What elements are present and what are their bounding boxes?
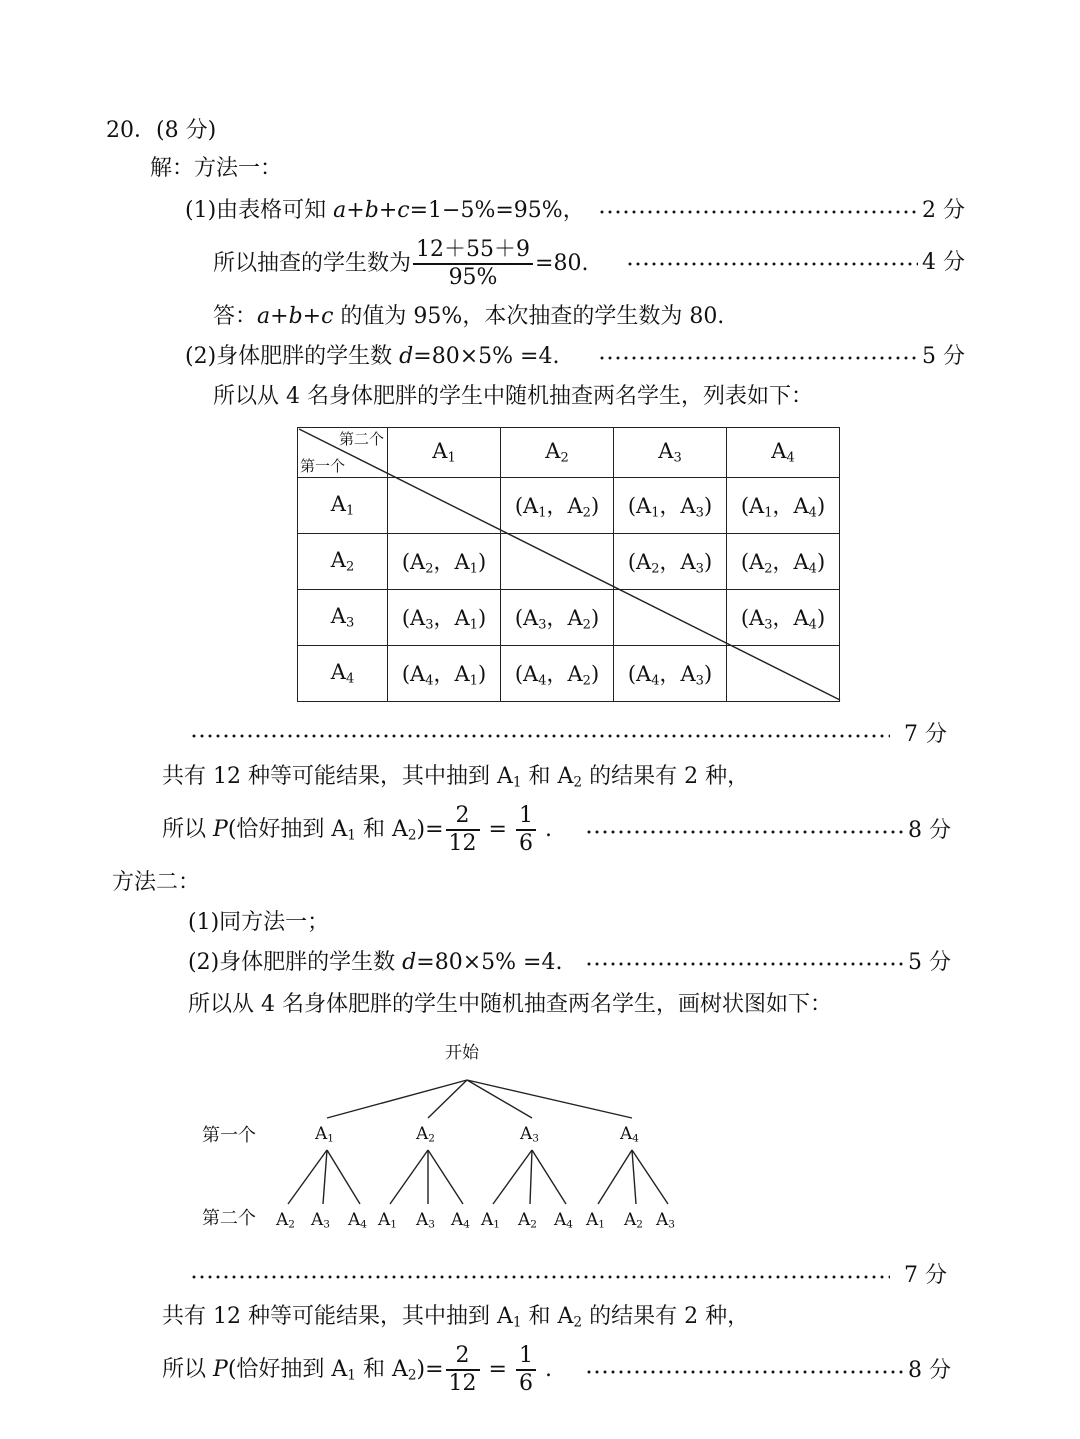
table-cell: ($A_2$，$A_1$) (388, 534, 501, 590)
table-cell: ($A_4$，$A_1$) (388, 646, 501, 702)
table-cell: ($A_4$，$A_2$) (501, 646, 614, 702)
score-5: 5 分 (908, 950, 951, 975)
m2-total: 共有 12 种等可能结果，其中抽到 $A_1$ 和 $A_2$ 的结果有 2 种， (162, 1304, 750, 1331)
tree-node-level2: $A_2$ (624, 1210, 643, 1231)
frac-numerator: 1 (516, 1343, 536, 1371)
corner-second-label: 第二个 (338, 430, 384, 448)
row-header: $A_2$ (298, 534, 388, 590)
col-header: $A_2$ (501, 428, 614, 478)
score-leader (190, 1275, 890, 1279)
frac-denominator: 6 (518, 831, 533, 856)
m1-step1: (1)由表格可知 a+b+c=1−5%=95%， (185, 198, 585, 223)
tree-level2-label: 第二个 (202, 1208, 256, 1229)
frac-denominator: 12 (448, 831, 477, 856)
tree-branch (632, 1150, 636, 1204)
m1-total: 共有 12 种等可能结果，其中抽到 $A_1$ 和 $A_2$ 的结果有 2 种， (162, 764, 750, 791)
m1-answer: 答：a+b+c 的值为 95%，本次抽查的学生数为 80. (213, 304, 725, 329)
score-2: 2 分 (922, 198, 965, 223)
table-cell: ($A_1$，$A_2$) (501, 478, 614, 534)
tree-branch (532, 1150, 566, 1204)
tree-branch (327, 1080, 467, 1118)
tree-branch (327, 1150, 360, 1204)
tree-node-level2: $A_1$ (378, 1210, 397, 1231)
tree-node-level2: $A_4$ (554, 1210, 573, 1231)
problem-number: 20．(8 分) (106, 118, 217, 143)
col-header: $A_3$ (614, 428, 727, 478)
tree-node-level1: $A_1$ (315, 1124, 334, 1145)
tree-level1-label: 第一个 (202, 1125, 256, 1146)
m1-prob-prefix: 所以 P(恰好抽到 $A_1$ 和 $A_2)=$ (162, 817, 444, 844)
m1-count-prefix: 所以抽查的学生数为 (213, 251, 412, 276)
tree-node-level2: $A_3$ (311, 1210, 330, 1231)
row-header: $A_1$ (298, 478, 388, 534)
table-cell: ($A_2$，$A_3$) (614, 534, 727, 590)
tree-node-level2: $A_2$ (518, 1210, 537, 1231)
table-cell: ($A_3$，$A_2$) (501, 590, 614, 646)
row-header: $A_3$ (298, 590, 388, 646)
m2-step2: (2)身体肥胖的学生数 d=80×5% =4. (188, 950, 563, 975)
frac-numerator: 2 (446, 1343, 480, 1371)
solution-label: 解：方法一： (150, 156, 283, 181)
m1-prob-line: 所以 P(恰好抽到 $A_1$ 和 $A_2)=$ $\frac{2}{12}$ = $\frac{1}{6}$ . (162, 803, 552, 856)
tree-branch (390, 1150, 428, 1204)
tree-node-level2: $A_1$ (586, 1210, 605, 1231)
tree-node-level2: $A_3$ (656, 1210, 675, 1231)
table-cell: ($A_4$，$A_3$) (614, 646, 727, 702)
col-header: $A_1$ (388, 428, 501, 478)
prob-fraction (516, 1343, 536, 1397)
score-8: 8 分 (908, 1358, 951, 1383)
tree-node-level2: $A_1$ (481, 1210, 500, 1231)
score-7: 7 分 (904, 722, 947, 747)
table-cell: ($A_3$，$A_4$) (727, 590, 840, 646)
tree-node-level1: $A_4$ (620, 1124, 639, 1145)
tree-node-level1: $A_2$ (416, 1124, 435, 1145)
tree-node-level2: $A_3$ (416, 1210, 435, 1231)
tree-node-level2: $A_2$ (276, 1210, 295, 1231)
prob-fraction (446, 1343, 480, 1397)
table-cell: ($A_1$，$A_3$) (614, 478, 727, 534)
tree-root: 开始 (445, 1043, 479, 1063)
tree-branch (467, 1080, 632, 1118)
m2-prob-prefix: 所以 P(恰好抽到 $A_1$ 和 $A_2)=$ (162, 1357, 444, 1384)
tree-branch (632, 1150, 668, 1204)
score-leader (585, 1370, 905, 1374)
m1-count-suffix: =80. (535, 251, 589, 276)
tree-branch (493, 1150, 532, 1204)
m2-step1: (1)同方法一； (188, 910, 330, 935)
score-4: 4 分 (922, 250, 965, 275)
m1-step2: (2)身体肥胖的学生数 d=80×5% =4. (185, 344, 560, 369)
tree-branch (288, 1150, 327, 1204)
tree-node-level2: $A_4$ (348, 1210, 367, 1231)
table-cell: ($A_3$，$A_1$) (388, 590, 501, 646)
score-7: 7 分 (904, 1263, 947, 1288)
tree-branch (598, 1150, 632, 1204)
frac-numerator: 1 (516, 803, 536, 831)
tree-branch (530, 1150, 532, 1204)
table-cell: ($A_2$，$A_4$) (727, 534, 840, 590)
m2-prob-line: 所以 P(恰好抽到 $A_1$ 和 $A_2)=$ $\frac{2}{12}$ = $\frac{1}{6}$ . (162, 1343, 552, 1396)
count-numerator: 12＋55＋9 (413, 237, 533, 265)
tree-node-level2: $A_4$ (451, 1210, 470, 1231)
col-header: $A_4$ (727, 428, 840, 478)
tree-branch (428, 1150, 463, 1204)
m1-list-intro: 所以从 4 名身体肥胖的学生中随机抽查两名学生，列表如下： (213, 384, 813, 409)
tree-branch (323, 1150, 327, 1204)
m2-tree-intro: 所以从 4 名身体肥胖的学生中随机抽查两名学生，画树状图如下： (188, 992, 832, 1017)
score-8: 8 分 (908, 818, 951, 843)
frac-denominator: 6 (518, 1371, 533, 1396)
frac-denominator: 12 (448, 1371, 477, 1396)
m2-label: 方法二： (112, 870, 201, 895)
row-header: $A_4$ (298, 646, 388, 702)
corner-first-label: 第一个 (300, 457, 346, 475)
tree-branch (467, 1080, 532, 1118)
tree-node-level1: $A_3$ (520, 1124, 539, 1145)
frac-numerator: 2 (446, 803, 480, 831)
table-cell: ($A_1$，$A_4$) (727, 478, 840, 534)
count-denominator: 95% (448, 265, 498, 290)
score-5: 5 分 (922, 344, 965, 369)
